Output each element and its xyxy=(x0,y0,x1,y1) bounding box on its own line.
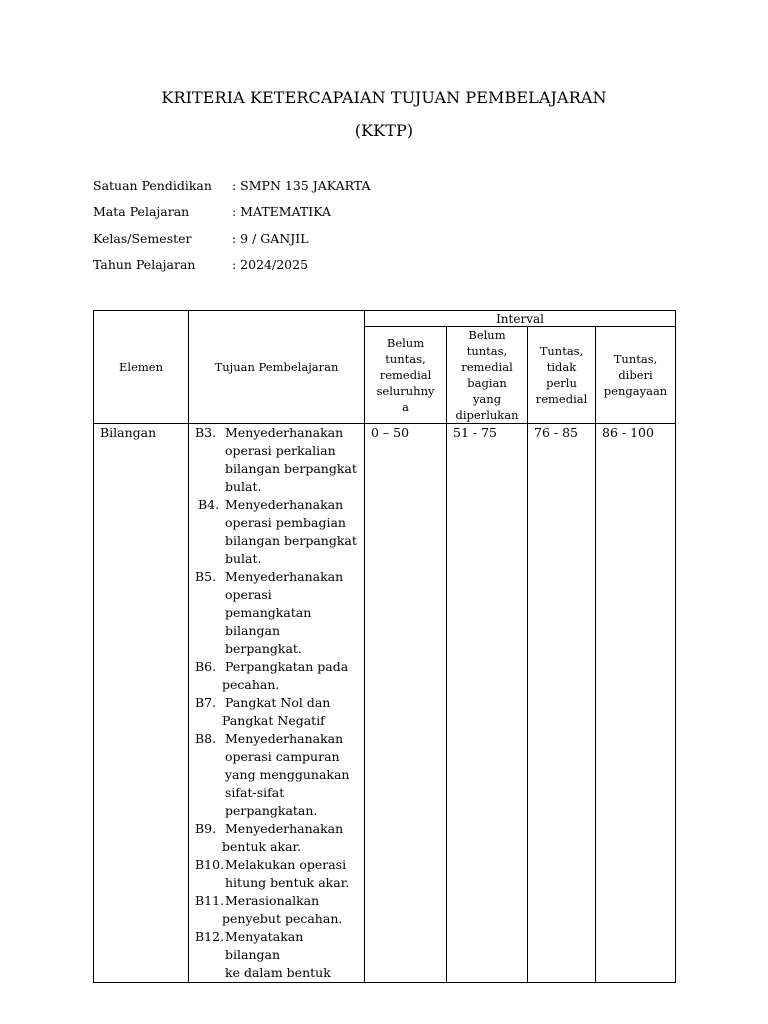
info-label: Satuan Pendidikan xyxy=(93,178,212,193)
tujuan-item-b8 xyxy=(195,730,360,820)
header-line: Tuntas, xyxy=(539,344,584,358)
tujuan-item-b7 xyxy=(195,694,360,730)
tujuan-line: bentuk akar. xyxy=(222,839,302,854)
header-line: tuntas, xyxy=(466,344,508,358)
info-label: Mata Pelajaran xyxy=(93,204,190,219)
tujuan-line: operasi pembagian xyxy=(225,515,346,530)
header-line: remedial xyxy=(535,392,588,406)
tujuan-line: bilangan berpangkat xyxy=(225,533,357,548)
tujuan-code: B8. xyxy=(195,731,217,746)
tujuan-line: yang menggunakan xyxy=(225,767,350,782)
header-line: diberi xyxy=(618,368,653,382)
header-line: remedial xyxy=(461,360,513,374)
document-subtitle: (KKTP) xyxy=(354,121,414,140)
header-line: Tuntas, xyxy=(613,352,658,366)
tujuan-line: bulat. xyxy=(225,479,262,494)
info-label: Kelas/Semester xyxy=(93,231,192,246)
tujuan-item-b6 xyxy=(195,658,360,694)
cell-range-tuntas-pengayaan: 86 - 100 xyxy=(596,424,676,983)
header-line: Belum xyxy=(468,328,506,342)
header-line: tidak xyxy=(546,360,577,374)
tujuan-code: B11. xyxy=(195,893,225,908)
header-tuntas-tidak-remedial xyxy=(528,327,596,424)
header-line: yang xyxy=(472,392,502,406)
header-line: tuntas, xyxy=(385,352,426,366)
tujuan-item-b11 xyxy=(195,892,360,928)
tujuan-code: B6. xyxy=(195,659,217,674)
header-line: pengayaan xyxy=(603,384,668,398)
header-belum-tuntas-bagian xyxy=(447,327,528,424)
tujuan-line: Pangkat Nol dan xyxy=(225,695,331,710)
cell-tujuan-pembelajaran xyxy=(189,424,365,983)
tujuan-line: Menyatakan bilangan xyxy=(225,929,304,962)
info-value: : 2024/2025 xyxy=(232,257,309,272)
tujuan-line: operasi pemangkatan xyxy=(225,587,312,620)
tujuan-code: B3. xyxy=(195,425,217,440)
header-interval: Interval xyxy=(365,311,676,327)
header-line: Belum xyxy=(386,336,425,350)
header-line: seluruhny xyxy=(376,384,435,398)
info-value: : MATEMATIKA xyxy=(232,204,332,219)
cell-range-tuntas-tidak-remedial: 76 - 85 xyxy=(528,424,596,983)
tujuan-line: operasi campuran xyxy=(225,749,340,764)
header-tuntas-pengayaan xyxy=(596,327,676,424)
kktp-table xyxy=(93,310,676,983)
tujuan-line: ke dalam bentuk xyxy=(225,965,331,980)
tujuan-code: B4. xyxy=(198,497,220,512)
header-elemen: Elemen xyxy=(94,311,189,424)
tujuan-code: B12. xyxy=(195,929,225,944)
tujuan-item-b4 xyxy=(195,496,360,568)
tujuan-line: Melakukan operasi xyxy=(225,857,347,872)
tujuan-line: sifat-sifat xyxy=(225,785,285,800)
cell-range-belum-tuntas-bagian: 51 - 75 xyxy=(447,424,528,983)
cell-range-belum-tuntas-seluruhnya: 0 – 50 xyxy=(365,424,447,983)
tujuan-line: Menyederhanakan xyxy=(225,497,344,512)
header-belum-tuntas-seluruhnya xyxy=(365,327,447,424)
tujuan-line: Pangkat Negatif xyxy=(222,713,325,728)
tujuan-code: B7. xyxy=(195,695,217,710)
tujuan-code: B9. xyxy=(195,821,217,836)
tujuan-item-b9 xyxy=(195,820,360,856)
cell-elemen: Bilangan xyxy=(94,424,189,983)
tujuan-item-b10 xyxy=(195,856,360,892)
tujuan-line: Merasionalkan xyxy=(225,893,320,908)
tujuan-line: bilangan berpangkat xyxy=(225,461,357,476)
tujuan-line: bilangan berpangkat. xyxy=(225,623,302,656)
tujuan-code: B5. xyxy=(195,569,217,584)
header-line: a xyxy=(402,400,409,414)
tujuan-line: Menyederhanakan xyxy=(225,821,344,836)
tujuan-line: Menyederhanakan xyxy=(225,731,344,746)
tujuan-line: bulat. xyxy=(225,551,262,566)
tujuan-line: perpangkatan. xyxy=(225,803,318,818)
header-tujuan: Tujuan Pembelajaran xyxy=(189,311,365,424)
tujuan-line: operasi perkalian xyxy=(225,443,336,458)
tujuan-line: Perpangkatan pada xyxy=(225,659,349,674)
header-line: remedial xyxy=(379,368,432,382)
header-line: perlu xyxy=(546,376,577,390)
header-line: bagian xyxy=(467,376,507,390)
tujuan-line: Menyederhanakan xyxy=(225,569,344,584)
info-value: : SMPN 135 JAKARTA xyxy=(232,178,371,193)
tujuan-line: penyebut pecahan. xyxy=(222,911,343,926)
tujuan-item-b12 xyxy=(195,928,360,982)
tujuan-item-b3 xyxy=(195,424,360,496)
info-value: : 9 / GANJIL xyxy=(232,231,309,246)
tujuan-line: hitung bentuk akar. xyxy=(225,875,350,890)
tujuan-item-b5 xyxy=(195,568,360,658)
tujuan-code: B10. xyxy=(195,857,225,872)
header-line: diperlukan xyxy=(455,408,519,422)
info-label: Tahun Pelajaran xyxy=(93,257,196,272)
document-title: KRITERIA KETERCAPAIAN TUJUAN PEMBELAJARAN xyxy=(161,88,607,107)
tujuan-line: pecahan. xyxy=(222,677,280,692)
tujuan-line: Menyederhanakan xyxy=(225,425,344,440)
